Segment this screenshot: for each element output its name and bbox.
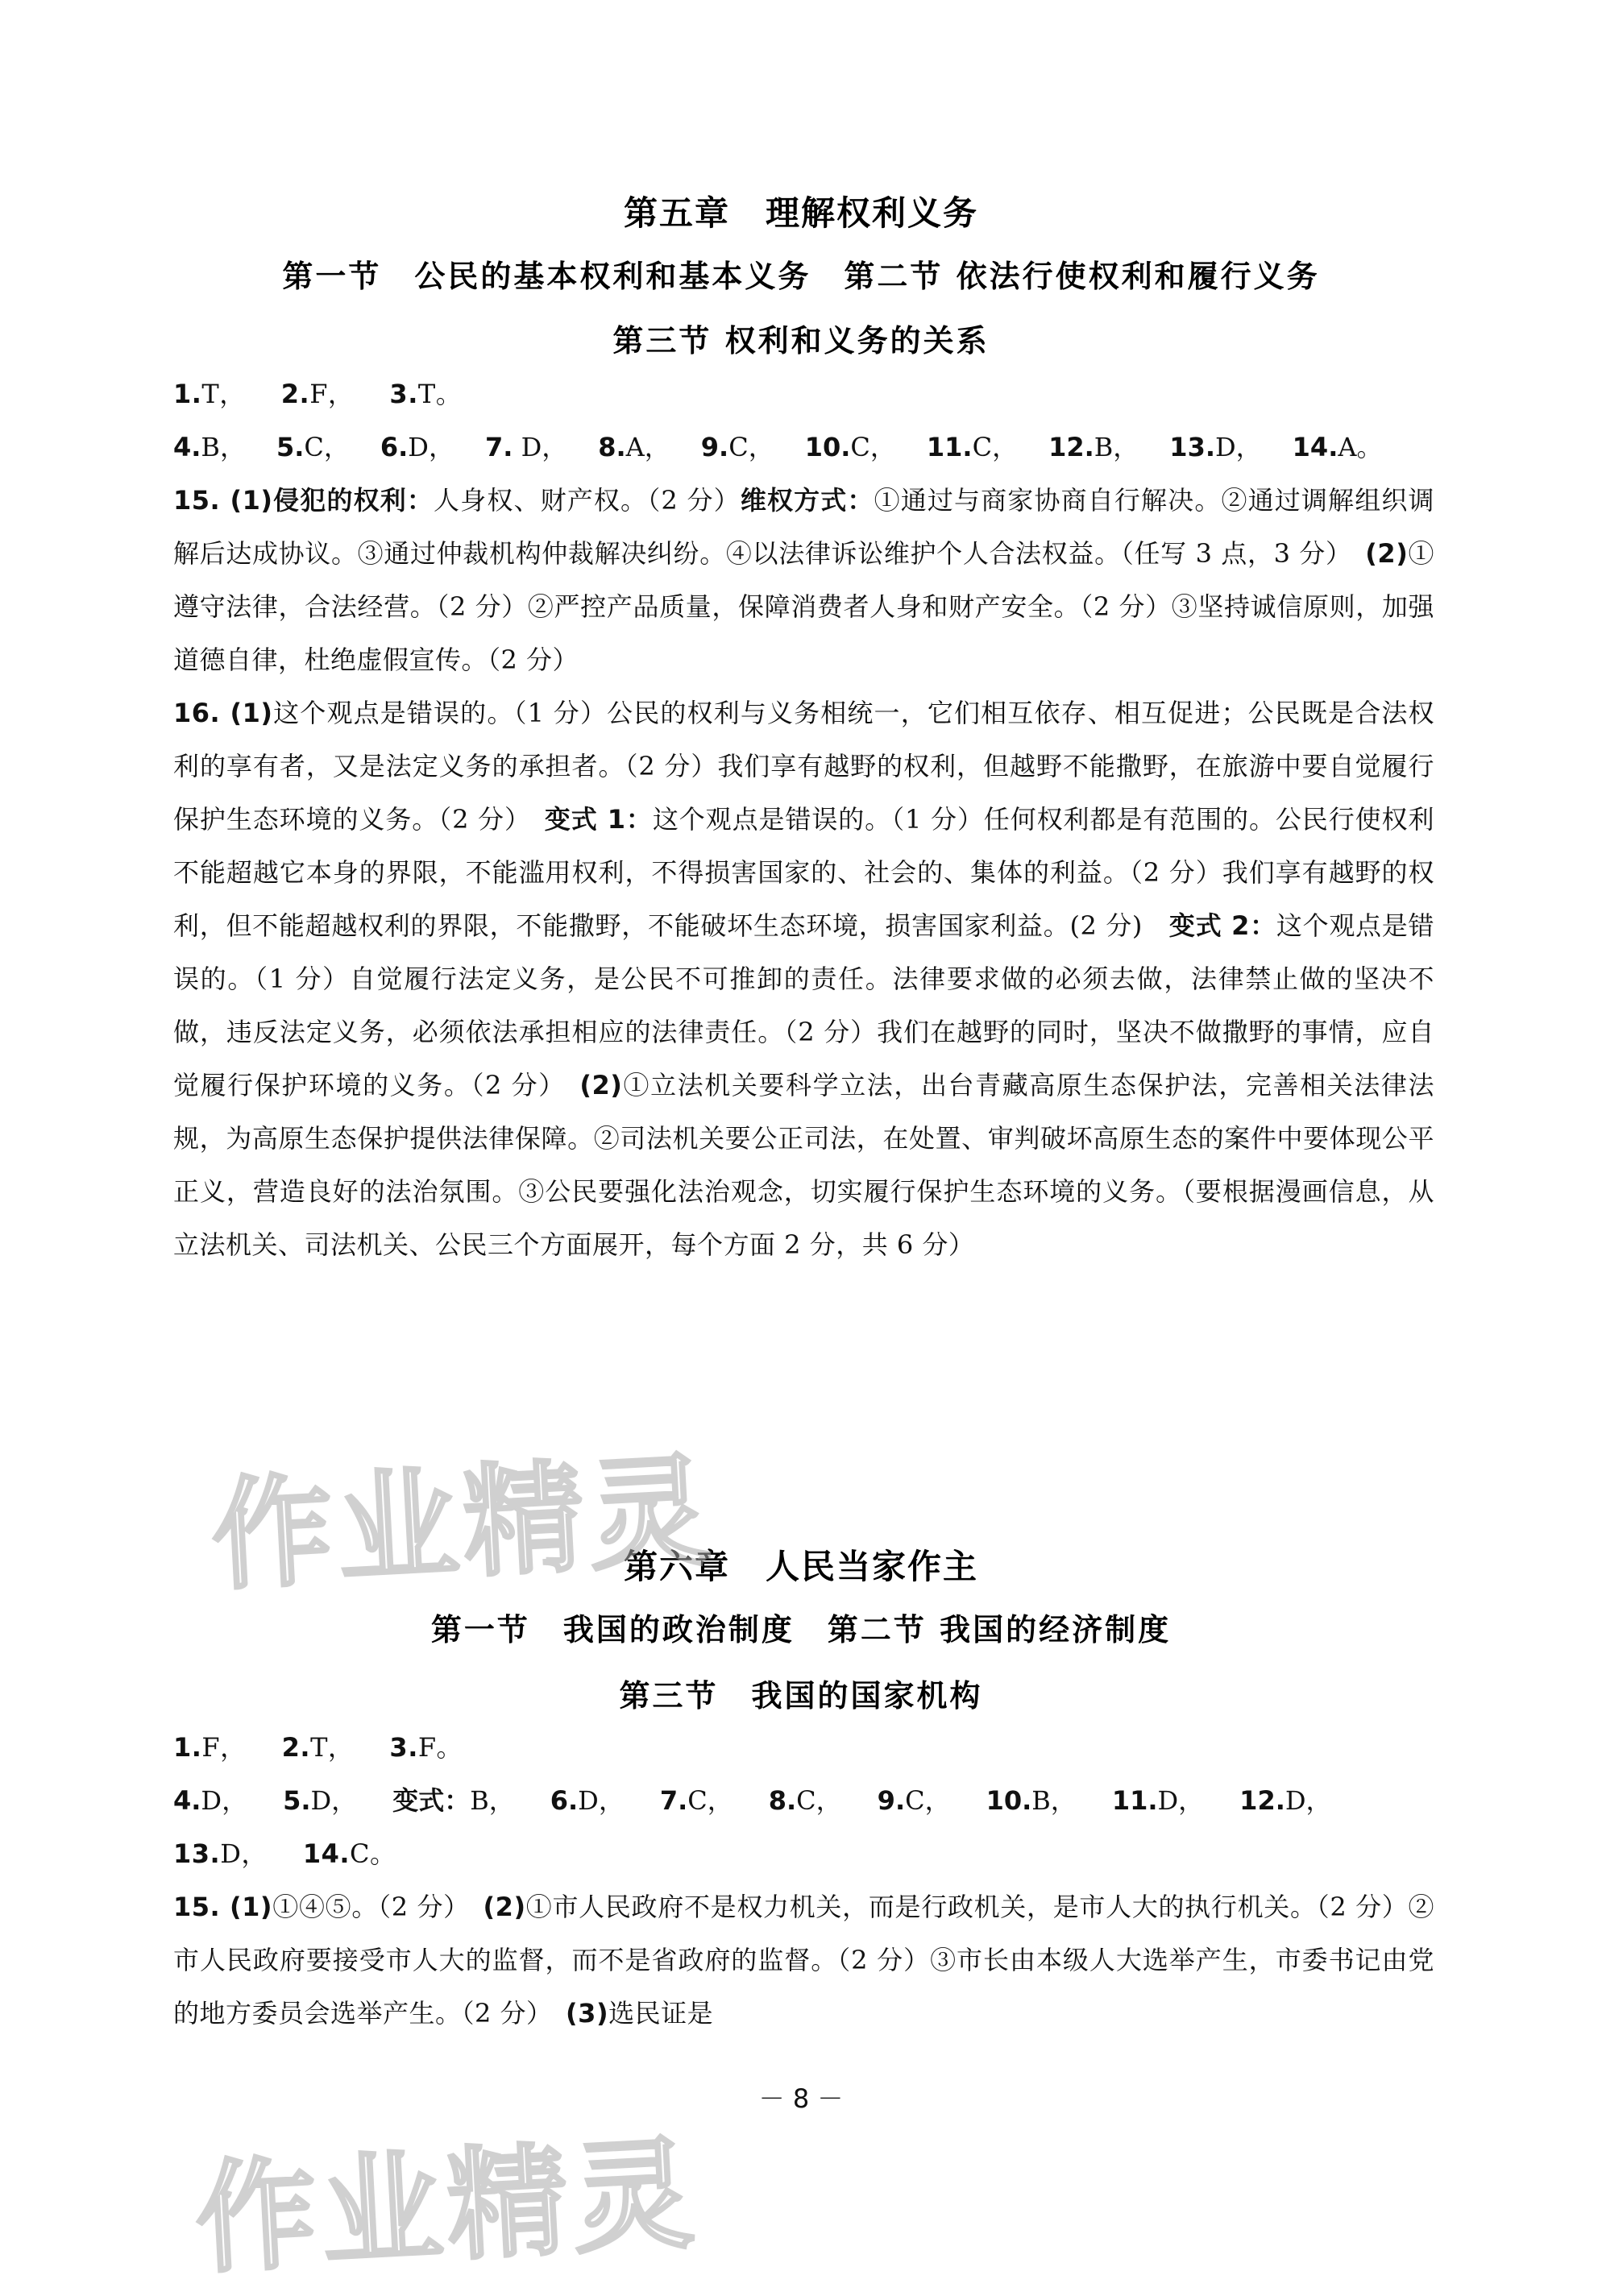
answer: C， (972, 432, 1019, 462)
answer: C， (687, 1785, 733, 1816)
chapter-6-sections-line-1: 第一节 我国的政治制度 第二节 我国的经济制度 (430, 1612, 1172, 1647)
question-number: 9. (700, 432, 729, 462)
question-number: 9. (877, 1785, 906, 1816)
answer: D， (220, 1838, 268, 1869)
ch5-question-15 (173, 474, 1434, 686)
answer-text: ①④⑤。（2 分） (272, 1892, 484, 1922)
question-number: 16. (1) (173, 698, 273, 728)
question-number: 13. (173, 1838, 221, 1869)
question-number: 3. (389, 1732, 418, 1763)
question-number: 12. (1048, 432, 1094, 462)
ch5-question-16 (173, 686, 1434, 1271)
question-number: 4. (173, 432, 201, 462)
question-number: 10. (986, 1785, 1032, 1816)
page-number: － 8 － (758, 2083, 844, 2114)
chapter-5-sections-line-1: 第一节 公民的基本权利和基本义务 第二节 依法行使权利和履行义务 (282, 259, 1320, 294)
answer: T。 (417, 379, 463, 409)
question-number: 2. (280, 379, 310, 409)
part-number: (2) (1365, 538, 1409, 569)
question-number: 12. (1239, 1785, 1285, 1816)
answer: B， (1094, 432, 1139, 462)
question-number: 7. (659, 1785, 688, 1816)
answer: D， (1285, 1785, 1332, 1816)
question-number: 8. (768, 1785, 797, 1816)
watermark: 作业精灵 (208, 1440, 718, 1608)
answer: C， (905, 1785, 951, 1816)
question-number: 10. (804, 432, 851, 462)
keyword: 维权方式： (740, 485, 874, 516)
answer-text: 人身权、财产权。（2 分） (434, 485, 741, 516)
question-number: 11. (1111, 1785, 1158, 1816)
watermark: 作业精灵 (192, 2124, 702, 2291)
answer: C， (796, 1785, 842, 1816)
answer: D， (1157, 1785, 1205, 1816)
answer: F， (309, 379, 355, 409)
question-number: 14. (1292, 432, 1338, 462)
chapter-5-sections-line-2: 第三节 权利和义务的关系 (612, 323, 990, 358)
part-number: (2) (579, 1070, 623, 1100)
chapter-6-sections-line-2: 第三节 我国的国家机构 (619, 1678, 983, 1714)
keyword: 变式 1： (544, 804, 653, 835)
answer: B， (201, 432, 246, 462)
ch5-answers-1-3 (173, 367, 1434, 421)
variant-label: 变式： (392, 1785, 471, 1816)
answer: D， (1214, 432, 1262, 462)
answer-text: ①市人民政府不是权力机关，而是行政机关，是市人大的执行机关。（2 分）②市人民政府要接受市人大的监督，而不是省政府的监督。（2 分）③市长由本级人大选举产生，市委书记由党的地方委员会选举产生。（2 分） (173, 1892, 1434, 2029)
answer: A。 (1338, 432, 1383, 462)
question-number: 5. (276, 432, 305, 462)
question-number: 5. (283, 1785, 311, 1816)
question-number: 8. (598, 432, 626, 462)
answer: D， (201, 1785, 248, 1816)
answer: C， (850, 432, 896, 462)
answer-text: 这个观点是错误的。（1 分）公民的权利与义务相统一，它们相互依存、相互促进；公民既是合法权利的享有者，又是法定义务的承担者。（2 分）我们享有越野的权利，但越野不能撒野，在旅游中要自觉履行保护生态环境的义务。（2 分） (173, 698, 1434, 835)
answer: D， (578, 1785, 625, 1816)
answer: T， (201, 379, 246, 409)
question-number: 1. (173, 1732, 202, 1763)
question-number: 14. (302, 1838, 351, 1869)
answer: C， (304, 432, 350, 462)
answer: A， (625, 432, 670, 462)
ch6-question-15 (173, 1880, 1434, 2040)
answer: B， (470, 1785, 515, 1816)
answer-text: ①遵守法律，合法经营。（2 分）②严控产品质量，保障消费者人身和财产安全。（2 分）③坚持诚信原则，加强道德自律，杜绝虚假宣传。（2 分） (173, 538, 1434, 675)
answer: B， (1031, 1785, 1077, 1816)
question-number: 6. (380, 432, 409, 462)
ch5-answers-4-14 (173, 421, 1434, 474)
keyword: 变式 2： (1168, 910, 1276, 941)
question-number: 3. (389, 379, 418, 409)
answer-text: 这个观点是错误的。（1 分）任何权利都是有范围的。公民行使权利不能超越它本身的界限，不能滥用权利，不得损害国家的、社会的、集体的利益。（2 分）我们享有越野的权利，但不能超越权利的界限，不能撒野，不能破坏生态环境，损害国家利益。(2 分) (173, 804, 1434, 941)
ch6-answers-4-12 (173, 1774, 1434, 1827)
question-number: 13. (1169, 432, 1215, 462)
question-number: 7. (484, 432, 513, 462)
part-number: (3) (566, 1998, 609, 2029)
answer-text: 选民证是 (608, 1998, 714, 2029)
ch6-answers-13-14 (173, 1827, 1434, 1880)
answer: C， (728, 432, 774, 462)
question-number: 15. (1) (173, 1892, 273, 1922)
question-number: 1. (173, 379, 202, 409)
chapter-6-answers (173, 1721, 1434, 2040)
answer: D， (513, 432, 568, 462)
answer-text: 这个观点是错误的。（1 分）自觉履行法定义务，是公民不可推卸的责任。法律要求做的必须去做，法律禁止做的坚决不做，违反法定义务，必须依法承担相应的法律责任。（2 分）我们在越野的同时，坚决不做撒野的事情，应自觉履行保护环境的义务。（2 分） (173, 910, 1434, 1100)
answer-text: ①通过与商家协商自行解决。②通过调解组织调解后达成协议。③通过仲裁机构仲裁解决纠纷。④以法律诉讼维护个人合法权益。（任写 3 点，3 分） (173, 485, 1434, 569)
answer: C。 (350, 1838, 396, 1869)
answer-text: ①立法机关要科学立法，出台青藏高原生态保护法，完善相关法律法规，为高原生态保护提供法律保障。②司法机关要公正司法，在处置、审判破坏高原生态的案件中要体现公平正义，营造良好的法治氛围。③公民要强化法治观念，切实履行保护生态环境的义务。（要根据漫画信息，从立法机关、司法机关、公民三个方面展开，每个方面 2 分，共 6 分） (173, 1070, 1434, 1260)
question-number: 2. (281, 1732, 311, 1763)
chapter-6-title: 第六章 人民当家作主 (623, 1547, 978, 1586)
question-number: 11. (926, 432, 973, 462)
keyword: 侵犯的权利： (272, 485, 434, 516)
chapter-5-answers (173, 367, 1434, 1271)
question-number: 6. (550, 1785, 579, 1816)
answer: D， (408, 432, 454, 462)
question-number: 4. (173, 1785, 201, 1816)
answer: F。 (417, 1732, 463, 1763)
ch6-answers-1-3 (173, 1721, 1434, 1774)
answer: F， (201, 1732, 247, 1763)
part-number: (2) (483, 1892, 526, 1922)
chapter-5-title: 第五章 理解权利义务 (623, 193, 978, 233)
answer: T， (310, 1732, 355, 1763)
question-number: 15. (1) (173, 485, 273, 516)
answer: D， (310, 1785, 358, 1816)
